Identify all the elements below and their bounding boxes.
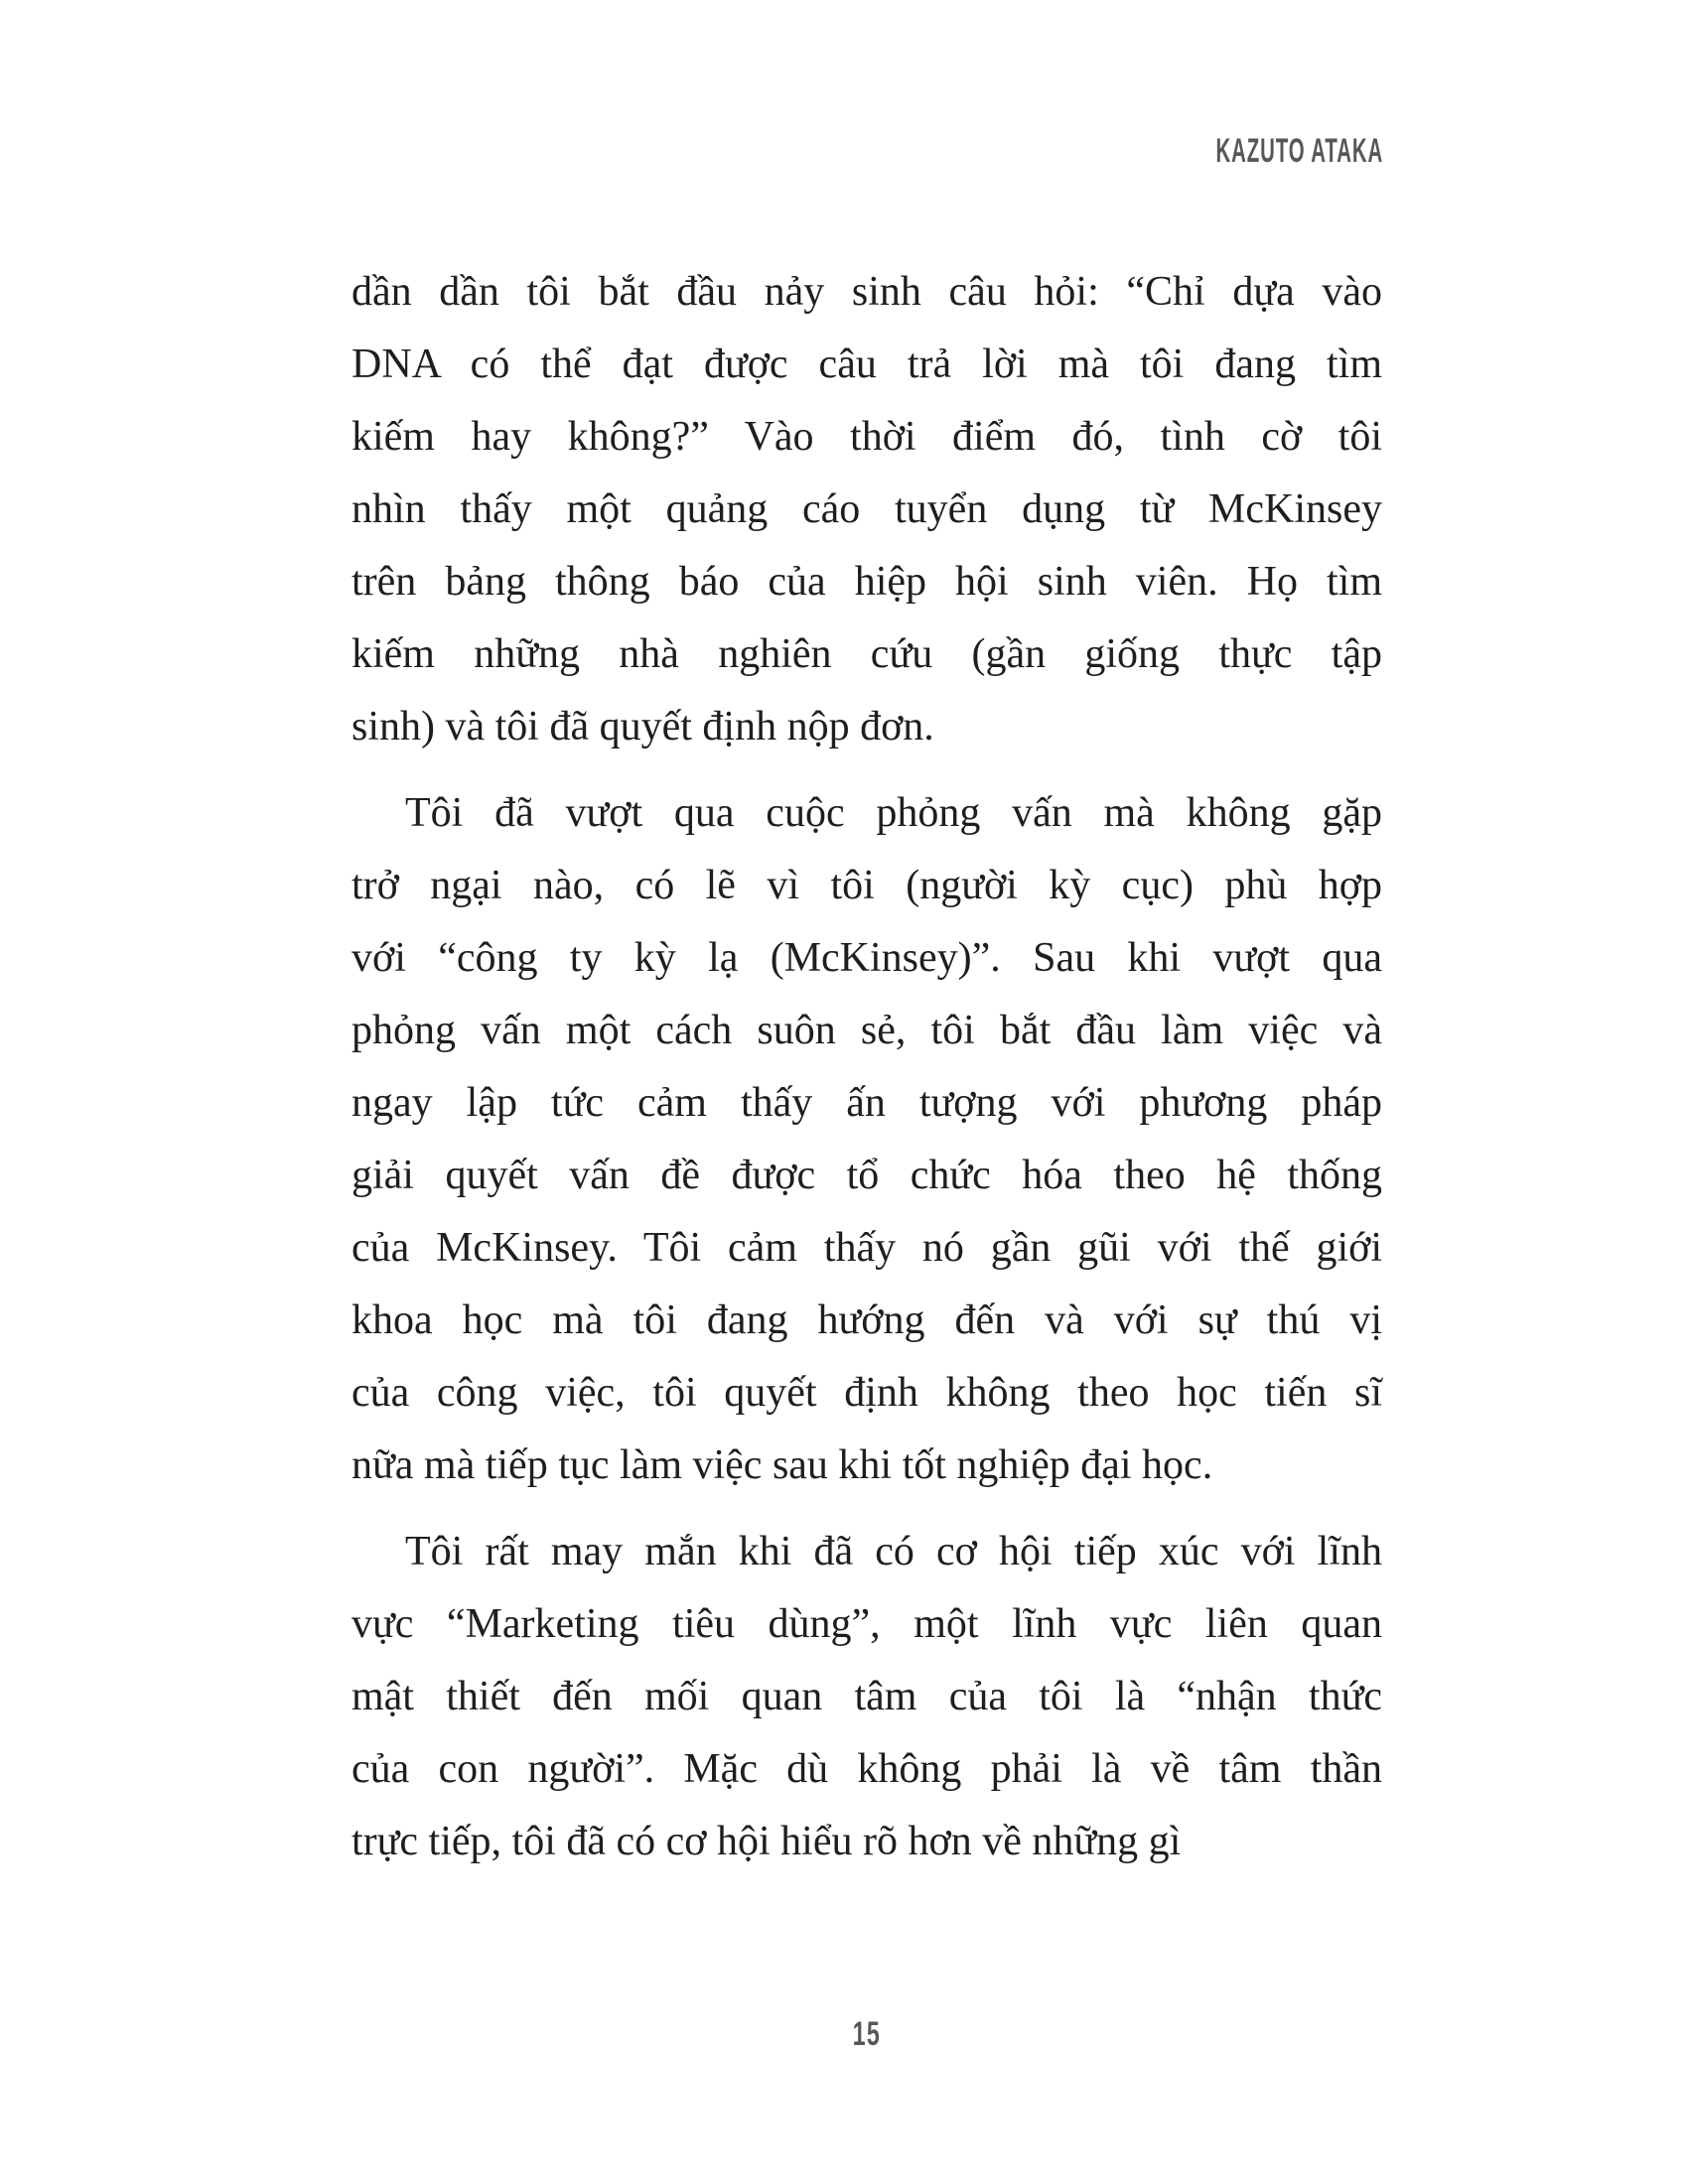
text-line: của công việc, tôi quyết định không theo học tiến sĩ [352,1370,1382,1416]
page-body-text [352,256,1382,1878]
text-line: Tôi đã vượt qua cuộc phỏng vấn mà không gặp [405,790,1382,836]
text-line: nữa mà tiếp tục làm việc sau khi tốt nghiệp đại học. [352,1442,1213,1488]
paragraph [352,777,1382,1502]
text-line: của McKinsey. Tôi cảm thấy nó gần gũi với thế giới [352,1225,1382,1271]
text-line: của con người”. Mặc dù không phải là về tâm thần [352,1746,1382,1792]
running-header [1104,134,1383,168]
text-line: khoa học mà tôi đang hướng đến và với sự thú vị [352,1297,1382,1343]
text-line: DNA có thể đạt được câu trả lời mà tôi đang tìm [352,341,1382,387]
text-line: dần dần tôi bắt đầu nảy sinh câu hỏi: “Chỉ dựa vào [352,269,1382,315]
page-number [352,2017,1382,2051]
text-line: nhìn thấy một quảng cáo tuyển dụng từ McKinsey [352,486,1382,532]
text-line: trên bảng thông báo của hiệp hội sinh viên. Họ tìm [352,559,1382,605]
text-line: sinh) và tôi đã quyết định nộp đơn. [352,704,934,750]
text-line: giải quyết vấn đề được tổ chức hóa theo hệ thống [352,1153,1382,1198]
author-name: KAZUTO ATAKA [1215,132,1383,170]
text-line: kiếm hay không?” Vào thời điểm đó, tình cờ tôi [352,414,1382,460]
text-line: trở ngại nào, có lẽ vì tôi (người kỳ cục) phù hợp [352,863,1382,908]
page-number-value: 15 [852,2015,882,2053]
paragraph [352,256,1382,763]
text-line: kiếm những nhà nghiên cứu (gần giống thực tập [352,631,1382,677]
text-line: mật thiết đến mối quan tâm của tôi là “nhận thức [352,1674,1382,1719]
paragraph [352,1516,1382,1878]
text-line: vực “Marketing tiêu dùng”, một lĩnh vực liên quan [352,1601,1382,1647]
text-line: phỏng vấn một cách suôn sẻ, tôi bắt đầu làm việc và [352,1008,1382,1053]
text-line: với “công ty kỳ lạ (McKinsey)”. Sau khi vượt qua [352,935,1382,981]
text-line: Tôi rất may mắn khi đã có cơ hội tiếp xúc với lĩnh [405,1529,1382,1574]
text-line: ngay lập tức cảm thấy ấn tượng với phương pháp [352,1080,1382,1126]
text-line: trực tiếp, tôi đã có cơ hội hiểu rõ hơn về những gì [352,1819,1182,1864]
